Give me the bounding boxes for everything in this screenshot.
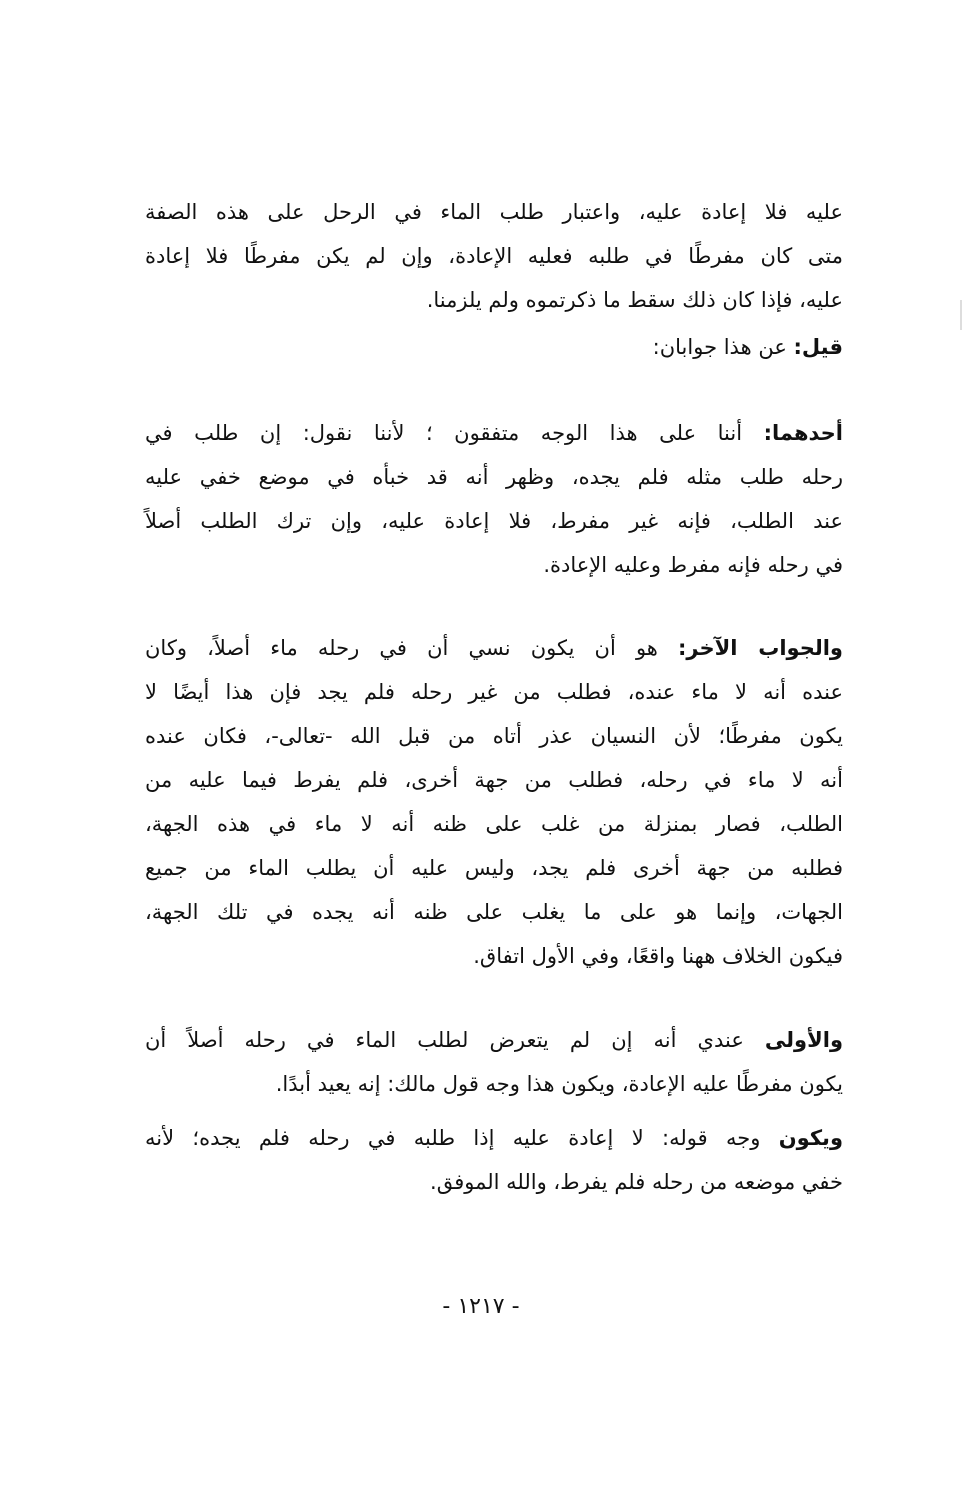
line-text: خفي موضعه من رحله فلم يفرط، والله الموفق. <box>430 1170 843 1194</box>
bold-lead-word: والجواب الآخر: <box>678 636 843 660</box>
paragraph <box>145 1018 843 1106</box>
line-text: رحله طلب مثله فلم يجده، وظهر أنه قد خبأه في موضع خفي عليه <box>145 465 843 489</box>
text-line <box>145 626 843 670</box>
line-text: هو أن يكون نسي أن في رحله ماء أصلاً، وكان <box>145 636 679 660</box>
line-text: عن هذا جوابان: <box>652 335 794 359</box>
text-line <box>145 543 843 587</box>
line-text: متى كان مفرطًا في طلبه فعليه الإعادة، وإن لم يكن مفرطًا فلا إعادة <box>145 244 843 268</box>
text-line <box>145 234 843 278</box>
bold-lead-word: قيل: <box>793 335 843 359</box>
paragraph <box>145 190 843 322</box>
paragraph <box>145 325 843 369</box>
line-text: عندي أنه إن لم يتعرض لطلب الماء في رحله أصلاً أن <box>145 1028 765 1052</box>
line-text: في رحله فإنه مفرط وعليه الإعادة. <box>543 553 843 577</box>
text-line <box>145 325 843 369</box>
text-line <box>145 758 843 802</box>
line-text: وجه قوله: لا إعادة عليه إذا طلبه في رحله فلم يجده؛ لأنه <box>145 1126 779 1150</box>
text-line <box>145 1018 843 1062</box>
line-text: الجهات، وإنما هو على ما يغلب على ظنه أنه يجده في تلك الجهة، <box>145 900 843 924</box>
bold-lead-word: أحدهما: <box>763 421 843 445</box>
line-text: عليه فلا إعادة عليه، واعتبار طلب الماء في الرحل على هذه الصفة <box>145 200 843 224</box>
text-line <box>145 190 843 234</box>
line-text: عليه، فإذا كان ذلك سقط ما ذكرتموه ولم يلزمنا. <box>426 288 843 312</box>
line-text: أننا على هذا الوجه متفقون ؛ لأننا نقول: إن طلب في <box>145 421 764 445</box>
paragraph <box>145 411 843 587</box>
page-number: - ١٢١٧ - <box>442 1294 520 1319</box>
body-text <box>145 190 843 1204</box>
text-line <box>145 846 843 890</box>
text-line <box>145 1160 843 1204</box>
line-text: فيكون الخلاف ههنا واقعًا، وفي الأول اتفاق. <box>473 944 843 968</box>
paragraph <box>145 626 843 978</box>
line-text: يكون مفرطًا عليه الإعادة، ويكون هذا وجه قول مالك: إنه يعيد أبدًا. <box>275 1072 843 1096</box>
line-text: الطلب، فصار بمنزلة من غلب على ظنه أنه لا ماء في هذه الجهة، <box>145 812 843 836</box>
line-text: أنه لا ماء في رحله، فطلب من جهة أخرى، فلم يفرط فيما عليه من <box>145 768 843 792</box>
text-line <box>145 670 843 714</box>
line-text: فطلبه من جهة أخرى فلم يجد، وليس عليه أن يطلب الماء من جميع <box>145 856 843 880</box>
text-line <box>145 890 843 934</box>
text-line <box>145 802 843 846</box>
line-text: يكون مفرطًا؛ لأن النسيان عذر أتاه من قبل الله -تعالى-، فكان عنده <box>145 724 843 748</box>
line-text: عند الطلب، فإنه غير مفرط، فلا إعادة عليه، وإن ترك الطلب أصلاً <box>145 509 843 533</box>
bold-lead-word: والأولى <box>764 1028 843 1052</box>
text-line <box>145 278 843 322</box>
text-line <box>145 455 843 499</box>
text-line <box>145 714 843 758</box>
text-line <box>145 1062 843 1106</box>
paragraph <box>145 1116 843 1204</box>
line-text: عنده أنه لا ماء عنده، فطلب من غير رحله فلم يجد فإن هذا أيضًا لا <box>145 680 843 704</box>
text-line <box>145 934 843 978</box>
text-line <box>145 411 843 455</box>
bold-lead-word: ويكون <box>778 1126 843 1150</box>
text-line <box>145 1116 843 1160</box>
text-line <box>145 499 843 543</box>
